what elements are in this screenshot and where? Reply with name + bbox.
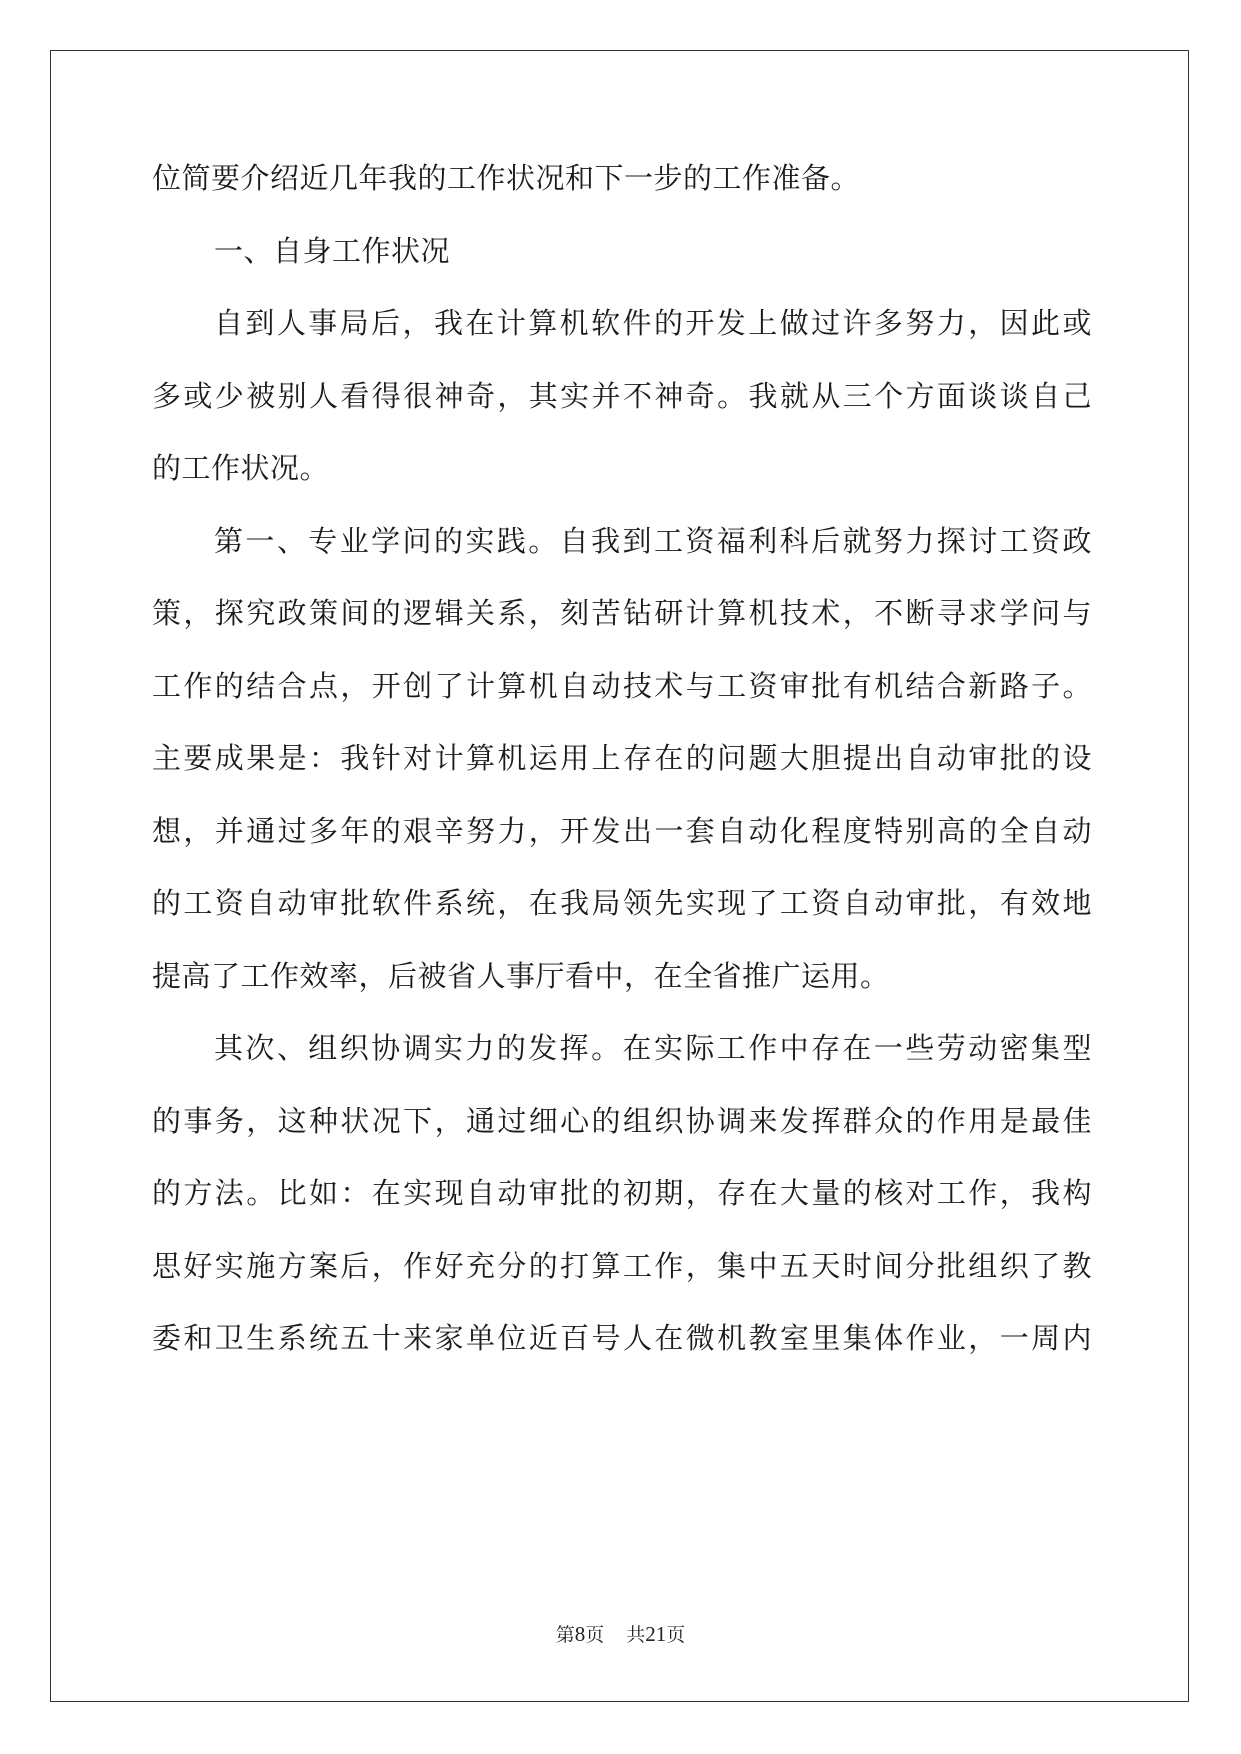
text-line: 想，并通过多年的艰辛努力，开发出一套自动化程度特别高的全自动 xyxy=(152,813,1092,848)
text-line: 的工资自动审批软件系统，在我局领先实现了工资自动审批，有效地 xyxy=(152,886,1092,920)
text-line: 多或少被别人看得很神奇，其实并不神奇。我就从三个方面谈谈自己 xyxy=(152,378,1092,413)
total-prefix: 共 xyxy=(626,1624,646,1646)
text-line: 策，探究政策间的逻辑关系，刻苦钻研计算机技术，不断寻求学问与 xyxy=(152,596,1092,630)
text-line: 的方法。比如：在实现自动审批的初期，存在大量的核对工作，我构 xyxy=(152,1176,1092,1210)
text-line: 主要成果是：我针对计算机运用上存在的问题大胆提出自动审批的设 xyxy=(152,741,1092,775)
text-line: 提高了工作效率，后被省人事厅看中，在全省推广运用。 xyxy=(152,958,890,993)
text-line: 的工作状况。 xyxy=(152,451,330,485)
page-footer xyxy=(0,1620,1241,1647)
total-suffix: 页 xyxy=(666,1624,686,1646)
text-line: 工作的结合点，开创了计算机自动技术与工资审批有机结合新路子。 xyxy=(152,668,1092,703)
text-line: 其次、组织协调实力的发挥。在实际工作中存在一些劳动密集型 xyxy=(214,1031,1092,1065)
page-suffix: 页 xyxy=(585,1624,605,1646)
page-border xyxy=(50,50,1189,1702)
text-line: 委和卫生系统五十来家单位近百号人在微机教室里集体作业，一周内 xyxy=(152,1321,1092,1355)
page-total: 21 xyxy=(645,1622,667,1646)
text-line: 自到人事局后，我在计算机软件的开发上做过许多努力，因此或 xyxy=(214,306,1092,340)
page-prefix: 第 xyxy=(555,1624,575,1646)
text-line: 思好实施方案后，作好充分的打算工作，集中五天时间分批组织了教 xyxy=(152,1248,1092,1283)
text-line: 位简要介绍近几年我的工作状况和下一步的工作准备。 xyxy=(152,161,861,195)
text-line: 第一、专业学问的实践。自我到工资福利科后就努力探讨工资政 xyxy=(214,523,1092,558)
text-line: 一、自身工作状况 xyxy=(214,233,451,268)
text-line: 的事务，这种状况下，通过细心的组织协调来发挥群众的作用是最佳 xyxy=(152,1103,1092,1138)
page-current: 8 xyxy=(574,1622,586,1646)
